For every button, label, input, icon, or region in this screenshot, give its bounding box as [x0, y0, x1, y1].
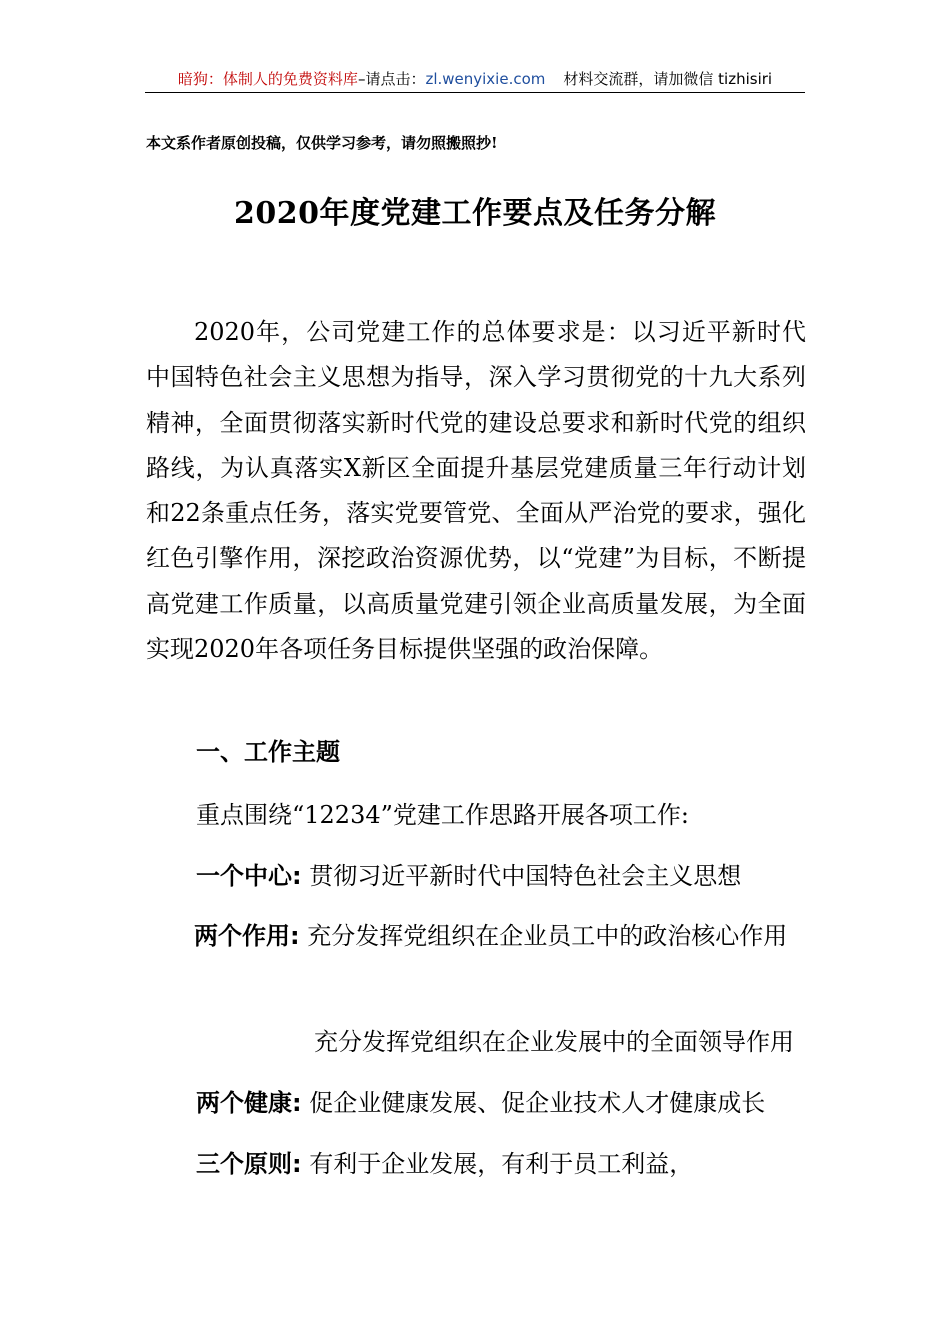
item-text: 有利于企业发展，有利于员工利益， [309, 1150, 694, 1178]
item-text: 贯彻习近平新时代中国特色社会主义思想 [309, 862, 742, 890]
copyright-notice: 本文系作者原创投稿，仅供学习参考，请勿照搬照抄! [146, 134, 498, 152]
list-item [314, 1022, 794, 1057]
item-text: 充分发挥党组织在企业员工中的政治核心作用 [307, 922, 788, 950]
page-header [145, 66, 805, 93]
document-title: 2020年度党建工作要点及任务分解 [234, 196, 716, 231]
item-label: 三个原则: [196, 1150, 302, 1178]
list-item [196, 1144, 693, 1179]
list-item [146, 914, 806, 959]
header-url-link[interactable]: zl.wenyixie.com [425, 70, 546, 88]
item-label: 两个健康: [196, 1089, 302, 1117]
list-item [196, 1083, 765, 1118]
intro-paragraph: 2020年，公司党建工作的总体要求是：以习近平新时代中国特色社会主义思想为指导，深入学习贯彻党的十九大系列精神，全面贯彻落实新时代党的建设总要求和新时代党的组织路线，为认真落实X新区全面提升基层党建质量三年行动计划和22条重点任务，落实党要管党、全面从严治党的要求，强化红色引擎作用，深挖政治资源优势，以“党建”为目标，不断提高党建工作质量，以高质量党建引领企业高质量发展，为全面实现2020年各项任务目标提供坚强的政治保障。 [146, 318, 806, 664]
header-wechat: 材料交流群，请加微信 tizhisiri [563, 70, 773, 88]
item-text: 充分发挥党组织在企业发展中的全面领导作用 [314, 1028, 794, 1056]
item-text: 促企业健康发展、促企业技术人才健康成长 [309, 1089, 766, 1117]
header-brand: 暗狗：体制人的免费资料库 [177, 70, 358, 88]
list-item [196, 856, 741, 891]
section-lead: 重点围绕“12234”党建工作思路开展各项工作: [196, 801, 689, 829]
header-prompt: –请点击： [357, 70, 426, 88]
item-label: 两个作用: [194, 922, 300, 950]
item-label: 一个中心: [196, 862, 302, 890]
section-heading: 一、工作主题 [196, 738, 340, 766]
